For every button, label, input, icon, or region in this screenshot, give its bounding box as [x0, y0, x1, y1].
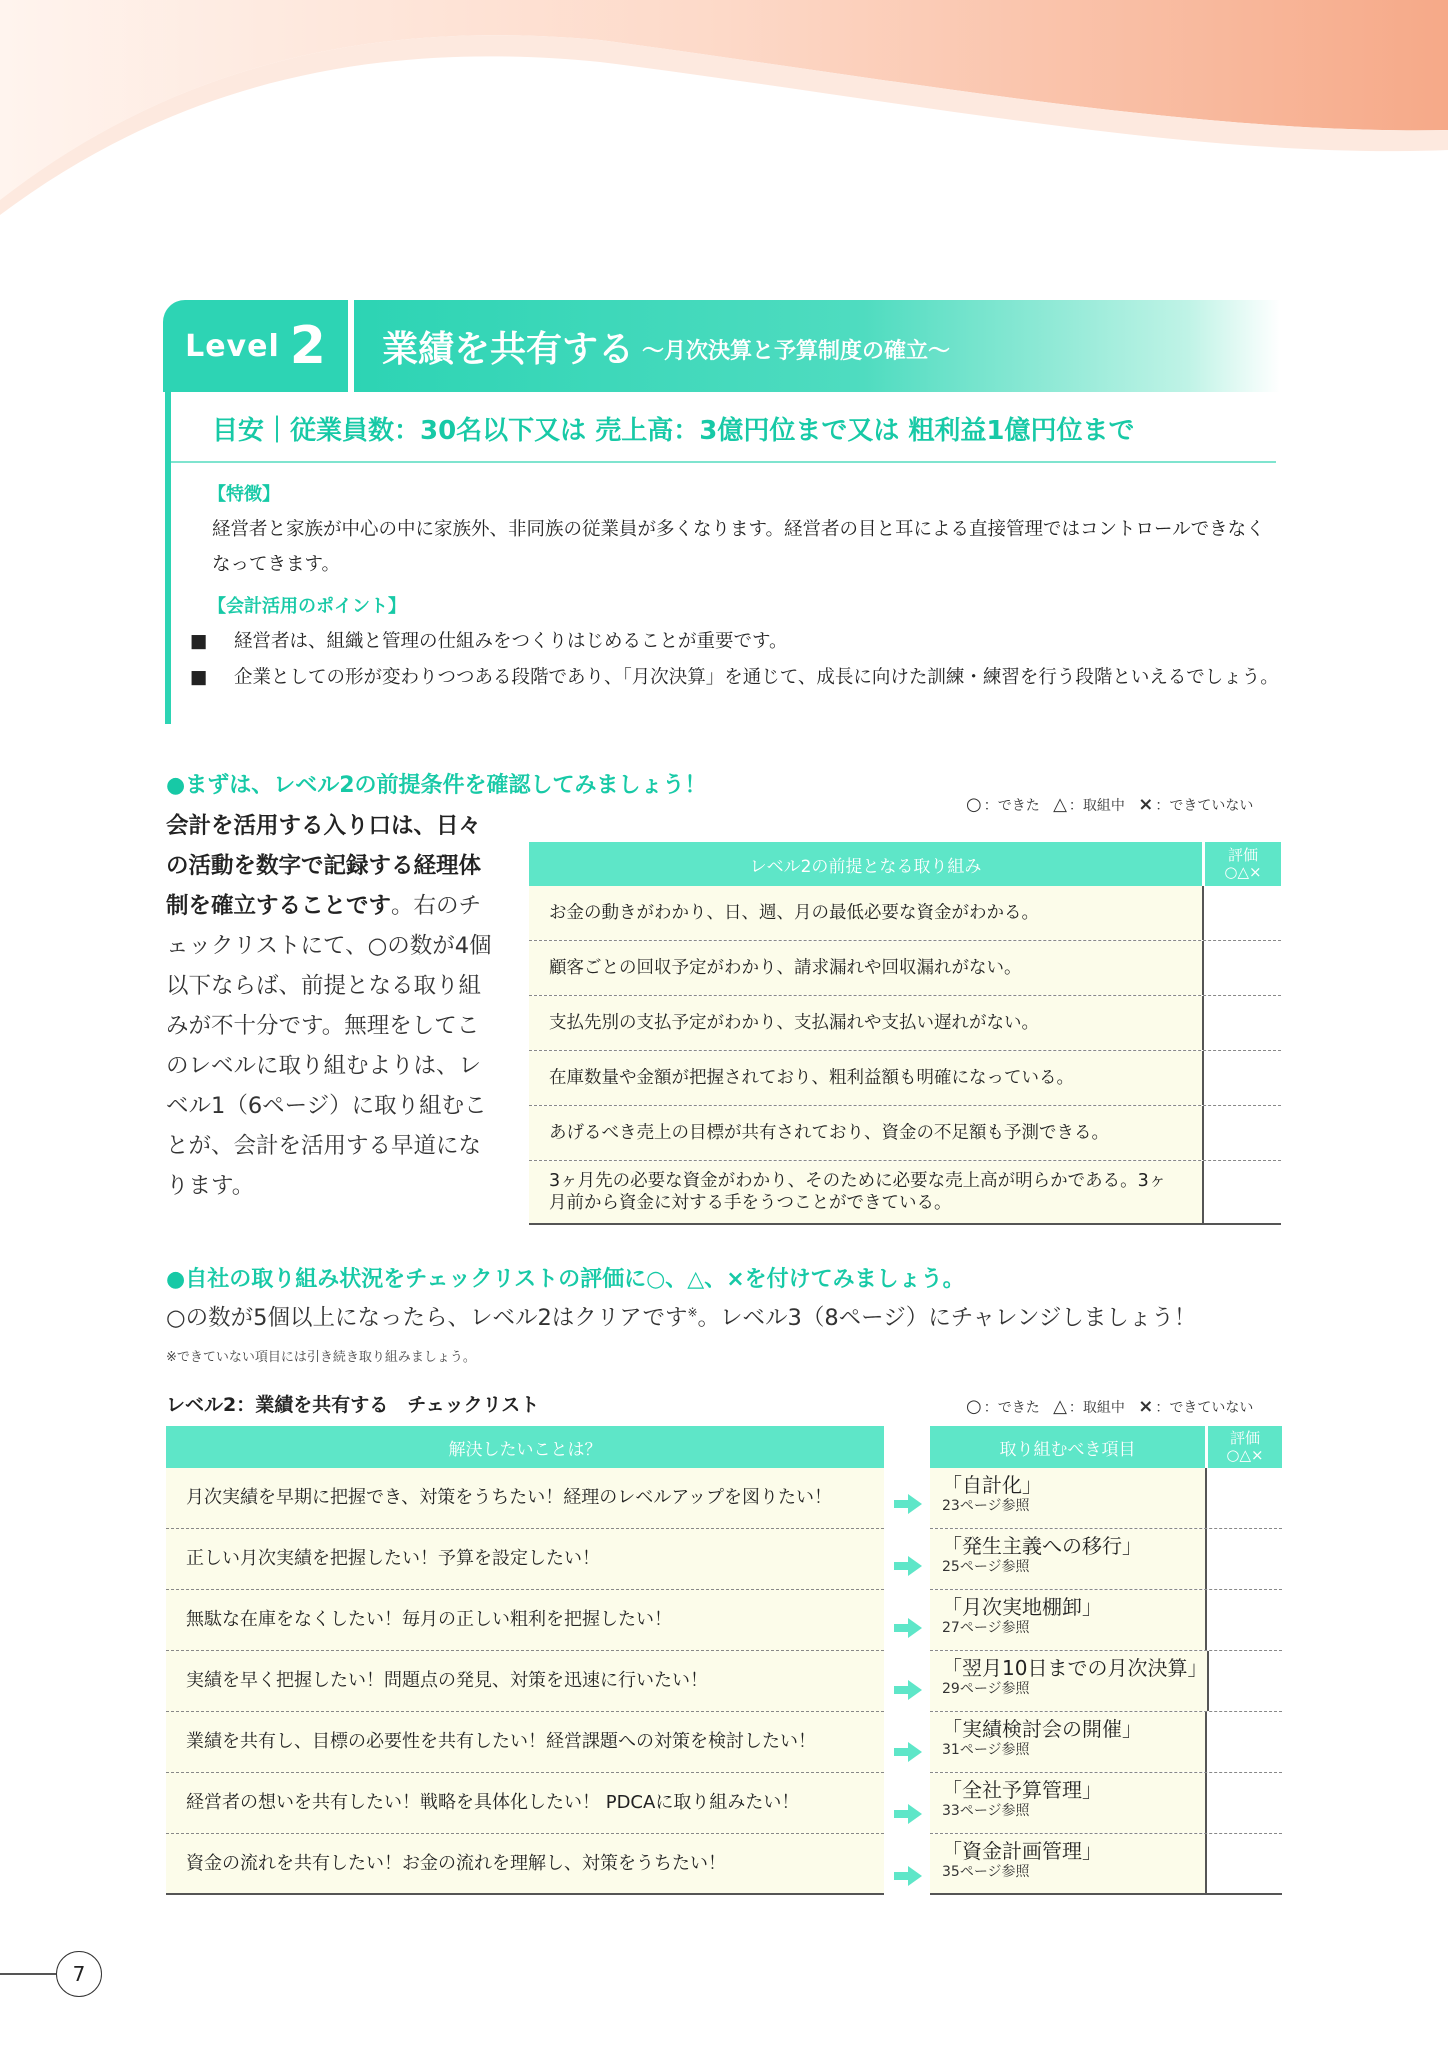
action-item: 「月次実地棚卸」: [942, 1595, 1102, 1619]
eval-cell[interactable]: [1207, 1590, 1282, 1650]
points-label: 【会計活用のポイント】: [208, 596, 406, 617]
target-guideline: 目安｜従業員数：30名以下又は 売上高：3億円位まで又は 粗利益1億円位まで: [212, 416, 1135, 446]
section-left-rule: [165, 392, 171, 724]
page-reference: 29ページ参照: [942, 1681, 1030, 1697]
status-heading: ●自社の取り組み状況をチェックリストの評価に○、△、×を付けてみましょう。: [166, 1267, 965, 1292]
table-row: 顧客ごとの回収予定がわかり、請求漏れや回収漏れがない。: [529, 941, 1281, 996]
evaluation-legend: ○ ：できた △ ：取組中 × ：できていない: [966, 794, 1254, 815]
eval-cell[interactable]: [1204, 941, 1281, 995]
premise-table: [529, 842, 1281, 1225]
table-row: お金の動きがわかり、日、週、月の最低必要な資金がわかる。: [529, 886, 1281, 941]
eval-cell[interactable]: [1204, 996, 1281, 1050]
eval-cell[interactable]: [1207, 1773, 1282, 1833]
level-title-bar: [354, 300, 1280, 392]
want-row: 月次実績を早期に把握でき、対策をうちたい！経理のレベルアップを図りたい！: [166, 1468, 884, 1529]
eval-cell[interactable]: [1204, 886, 1281, 940]
eval-cell[interactable]: [1207, 1834, 1282, 1893]
action-row: [930, 1468, 1282, 1529]
right-arrow-icon: [894, 1804, 922, 1824]
features-label: 【特徴】: [208, 484, 280, 505]
eval-cell[interactable]: [1207, 1468, 1282, 1528]
level-number: 2: [289, 316, 326, 376]
action-row: [930, 1773, 1282, 1834]
page-number: 7: [56, 1951, 102, 1997]
eval-cell[interactable]: [1209, 1651, 1282, 1711]
evaluation-legend: ○ ：できた △ ：取組中 × ：できていない: [966, 1396, 1254, 1417]
point-bullet: ■ 経営者は、組織と管理の仕組みをつくりはじめることが重要です。: [190, 631, 788, 652]
eval-cell[interactable]: [1204, 1161, 1281, 1223]
eval-header: 評価 ○△×: [1208, 1426, 1282, 1468]
action-item: 「全社予算管理」: [942, 1778, 1102, 1802]
page-reference: 31ページ参照: [942, 1742, 1030, 1758]
page-reference: 35ページ参照: [942, 1864, 1030, 1880]
right-arrow-icon: [894, 1866, 922, 1886]
page-reference: 27ページ参照: [942, 1620, 1030, 1636]
table-row: 3ヶ月先の必要な資金がわかり、そのために必要な売上高が明らかである。3ヶ月前から資金に対する手をうつことができている。: [529, 1161, 1281, 1225]
eval-cell[interactable]: [1207, 1712, 1282, 1772]
eval-cell[interactable]: [1207, 1529, 1282, 1589]
premise-table-header: レベル2の前提となる取り組み: [529, 842, 1202, 886]
want-row: 資金の流れを共有したい！お金の流れを理解し、対策をうちたい！: [166, 1834, 884, 1895]
point-bullet: ■ 企業としての形が変わりつつある段階であり、「月次決算」を通じて、成長に向けた訓練・練習を行う段階といえるでしょう。: [190, 667, 1279, 688]
header-swoosh: [0, 0, 1448, 220]
right-arrow-icon: [894, 1680, 922, 1700]
status-note: ○の数が5個以上になったら、レベル2はクリアです※。レベル3（8ページ）にチャレンジしましょう！: [166, 1305, 1197, 1331]
want-row: 経営者の想いを共有したい！戦略を具体化したい！ PDCAに取り組みたい！: [166, 1773, 884, 1834]
want-row: 業績を共有し、目標の必要性を共有したい！経営課題への対策を検討したい！: [166, 1712, 884, 1773]
action-row: [930, 1712, 1282, 1773]
features-text: 経営者と家族が中心の中に家族外、非同族の従業員が多くなります。経営者の目と耳による直接管理ではコントロールできなくなってきます。: [212, 519, 1265, 575]
level-title: 業績を共有する: [382, 328, 635, 370]
action-row: [930, 1651, 1282, 1712]
want-row: 正しい月次実績を把握したい！予算を設定したい！: [166, 1529, 884, 1590]
right-arrow-icon: [894, 1494, 922, 1514]
level-word: Level: [185, 328, 280, 364]
action-row: [930, 1590, 1282, 1651]
table-row: 在庫数量や金額が把握されており、粗利益額も明確になっている。: [529, 1051, 1281, 1106]
target-divider: [171, 461, 1276, 463]
right-arrow-icon: [894, 1556, 922, 1576]
action-item: 「実績検討会の開催」: [942, 1717, 1142, 1741]
level-subtitle: ～月次決算と予算制度の確立～: [642, 338, 951, 364]
right-arrow-icon: [894, 1742, 922, 1762]
action-item: 「資金計画管理」: [942, 1839, 1102, 1863]
wants-header: 解決したいことは？: [166, 1426, 884, 1468]
page-reference: 23ページ参照: [942, 1498, 1030, 1514]
status-footnote: ※できていない項目には引き続き取り組みましょう。: [166, 1350, 476, 1365]
eval-cell[interactable]: [1204, 1106, 1281, 1160]
premise-heading: ●まずは、レベル2の前提条件を確認してみましょう！: [166, 773, 707, 798]
right-arrow-icon: [894, 1618, 922, 1638]
level-badge: [163, 300, 348, 392]
actions-header: 取り組むべき項目: [930, 1426, 1205, 1468]
want-row: 実績を早く把握したい！問題点の発見、対策を迅速に行いたい！: [166, 1651, 884, 1712]
action-row: [930, 1529, 1282, 1590]
premise-intro: 会計を活用する入り口は、日々の活動を数字で記録する経理体制を確立することです。右のチェックリストにて、○の数が4個以下ならば、前提となる取り組みが不十分です。無理をしてこのレベルに取り組むよりは、レベル1（6ページ）に取り組むことが、会計を活用する早道になります。: [166, 813, 492, 1199]
eval-cell[interactable]: [1204, 1051, 1281, 1105]
action-row: [930, 1834, 1282, 1895]
checklist-wants: [166, 1426, 884, 1895]
eval-header: 評価 ○△×: [1205, 842, 1281, 886]
checklist-actions: [930, 1426, 1282, 1895]
action-item: 「発生主義への移行」: [942, 1534, 1142, 1558]
action-item: 「翌月10日までの月次決算」: [942, 1656, 1208, 1680]
table-row: 支払先別の支払予定がわかり、支払漏れや支払い遅れがない。: [529, 996, 1281, 1051]
table-row: あげるべき売上の目標が共有されており、資金の不足額も予測できる。: [529, 1106, 1281, 1161]
checklist-title: レベル2：業績を共有する チェックリスト: [166, 1394, 540, 1416]
page-number-line: [0, 1973, 56, 1975]
page-reference: 33ページ参照: [942, 1803, 1030, 1819]
action-item: 「自計化」: [942, 1473, 1042, 1497]
want-row: 無駄な在庫をなくしたい！毎月の正しい粗利を把握したい！: [166, 1590, 884, 1651]
page-reference: 25ページ参照: [942, 1559, 1030, 1575]
